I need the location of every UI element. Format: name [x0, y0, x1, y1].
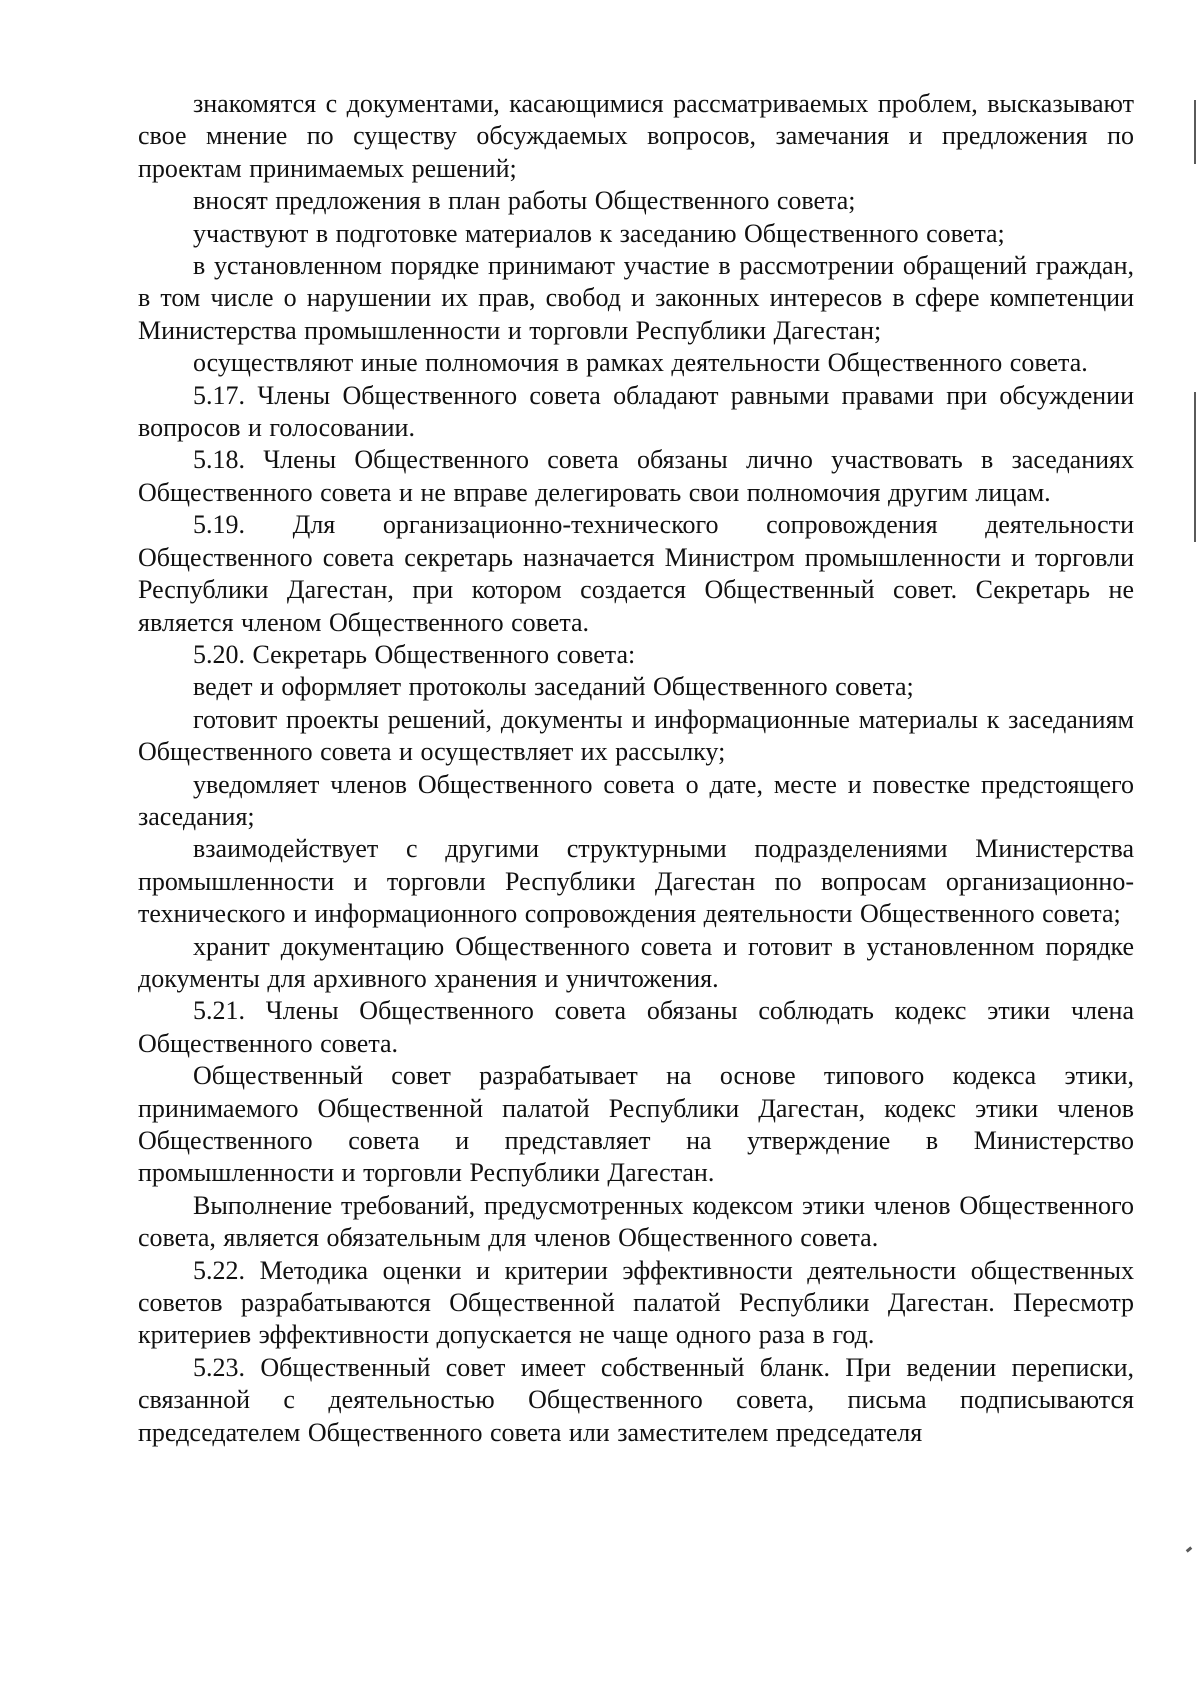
scan-edge-mark: [1194, 392, 1196, 542]
paragraph-3: участвуют в подготовке материалов к заседанию Общественного совета;: [193, 218, 1005, 248]
paragraph-16: Общественный совет разрабатывает на основе типового кодекса этики, принимаемого Общественной палатой Республики Дагестан, кодекс этики членов Общественного совета и представляет на утверждение в Министерство промышленности и торговли Республики Дагестан.: [138, 1061, 1134, 1188]
paragraph-13: взаимодействует с другими структурными подразделениями Министерства промышленности и торговли Республики Дагестан по вопросам организационно-технического и информационного сопровождения деятельности Общественного совета;: [138, 834, 1134, 929]
paragraph-11: готовит проекты решений, документы и информационные материалы к заседаниям Общественного совета и осуществляет их рассылку;: [138, 704, 1134, 767]
paragraph-5-23: 5.23. Общественный совет имеет собственный бланк. При ведении переписки, связанной с деятельностью Общественного совета, письма подписываются председателем Общественного совета или заместителем председателя: [138, 1352, 1134, 1447]
document-body: [138, 88, 1134, 1449]
paragraph-1: знакомятся с документами, касающимися рассматриваемых проблем, высказывают свое мнение по существу обсуждаемых вопросов, замечания и предложения по проектам принимаемых решений;: [138, 89, 1134, 183]
paragraph-17: Выполнение требований, предусмотренных кодексом этики членов Общественного совета, является обязательным для членов Общественного совета.: [138, 1190, 1134, 1253]
paragraph-4: в установленном порядке принимают участие в рассмотрении обращений граждан, в том числе о нарушении их прав, свобод и законных интересов в сфере компетенции Министерства промышленности и торговли Республики Дагестан;: [138, 251, 1134, 345]
paragraph-5-21: 5.21. Члены Общественного совета обязаны соблюдать кодекс этики члена Общественного совета.: [138, 996, 1134, 1058]
paragraph-5-19: 5.19. Для организационно-технического сопровождения деятельности Общественного совета секретарь назначается Министром промышленности и торговли Республики Дагестан, при котором создается Общественный совет. Секретарь не является членом Общественного совета.: [138, 510, 1134, 637]
paragraph-2: вносят предложения в план работы Общественного совета;: [193, 186, 856, 216]
paragraph-5-18: 5.18. Члены Общественного совета обязаны лично участвовать в заседаниях Общественного совета и не вправе делегировать свои полномочия другим лицам.: [138, 445, 1134, 507]
paragraph-5-20: 5.20. Секретарь Общественного совета:: [193, 639, 636, 669]
paragraph-12: уведомляет членов Общественного совета о дате, месте и повестке предстоящего заседания;: [138, 769, 1134, 831]
paragraph-5-22: 5.22. Методика оценки и критерии эффективности деятельности общественных советов разрабатываются Общественной палатой Республики Дагестан. Пересмотр критериев эффективности допускается не чаще одного раза в год.: [138, 1255, 1134, 1350]
scan-edge-mark: [1194, 100, 1196, 164]
scan-edge-mark: [1186, 1546, 1193, 1552]
paragraph-14: хранит документацию Общественного совета и готовит в установленном порядке документы для архивного хранения и уничтожения.: [138, 931, 1134, 993]
paragraph-10: ведет и оформляет протоколы заседаний Общественного совета;: [193, 672, 914, 702]
paragraph-5: осуществляют иные полномочия в рамках деятельности Общественного совета.: [193, 348, 1088, 378]
paragraph-5-17: 5.17. Члены Общественного совета обладают равными правами при обсуждении вопросов и голосовании.: [138, 380, 1134, 443]
